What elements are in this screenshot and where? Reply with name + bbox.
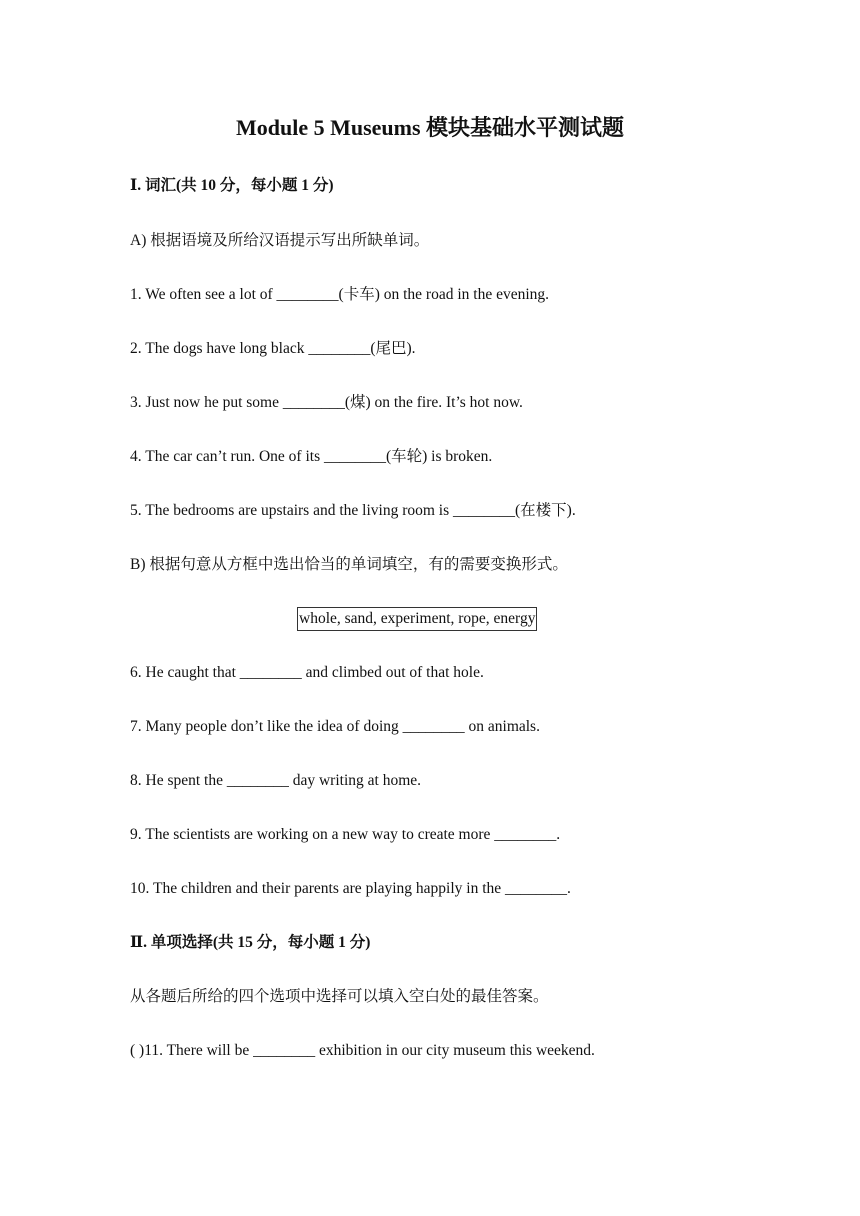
question-7: 7. Many people don’t like the idea of doing ________ on animals.	[130, 718, 540, 735]
word-box: whole, sand, experiment, rope, energy	[297, 607, 537, 631]
question-8: 8. He spent the ________ day writing at home.	[130, 772, 422, 789]
question-11: ( )11. There will be ________ exhibition in our city museum this weekend.	[130, 1042, 595, 1059]
question-5: 5. The bedrooms are upstairs and the living room is ________(在楼下).	[130, 502, 576, 519]
part-b-instruction: B) 根据句意从方框中选出恰当的单词填空，有的需要变换形式。	[130, 556, 568, 573]
section-2-heading: Ⅱ. 单项选择(共 15 分，每小题 1 分)	[130, 934, 371, 951]
section-1-heading: Ⅰ. 词汇(共 10 分，每小题 1 分)	[130, 177, 334, 194]
part-a-instruction: A) 根据语境及所给汉语提示写出所缺单词。	[130, 232, 430, 249]
section-2-instruction: 从各题后所给的四个选项中选择可以填入空白处的最佳答案。	[130, 988, 549, 1005]
question-10: 10. The children and their parents are playing happily in the ________.	[130, 880, 571, 897]
question-4: 4. The car can’t run. One of its ________(车轮) is broken.	[130, 448, 493, 465]
question-3: 3. Just now he put some ________(煤) on the fire. It’s hot now.	[130, 394, 523, 411]
page-title: Module 5 Museums 模块基础水平测试题	[235, 115, 625, 140]
question-9: 9. The scientists are working on a new way to create more ________.	[130, 826, 561, 843]
question-6: 6. He caught that ________ and climbed out of that hole.	[130, 664, 484, 681]
question-2: 2. The dogs have long black ________(尾巴).	[130, 340, 416, 357]
question-1: 1. We often see a lot of ________(卡车) on the road in the evening.	[130, 286, 550, 303]
